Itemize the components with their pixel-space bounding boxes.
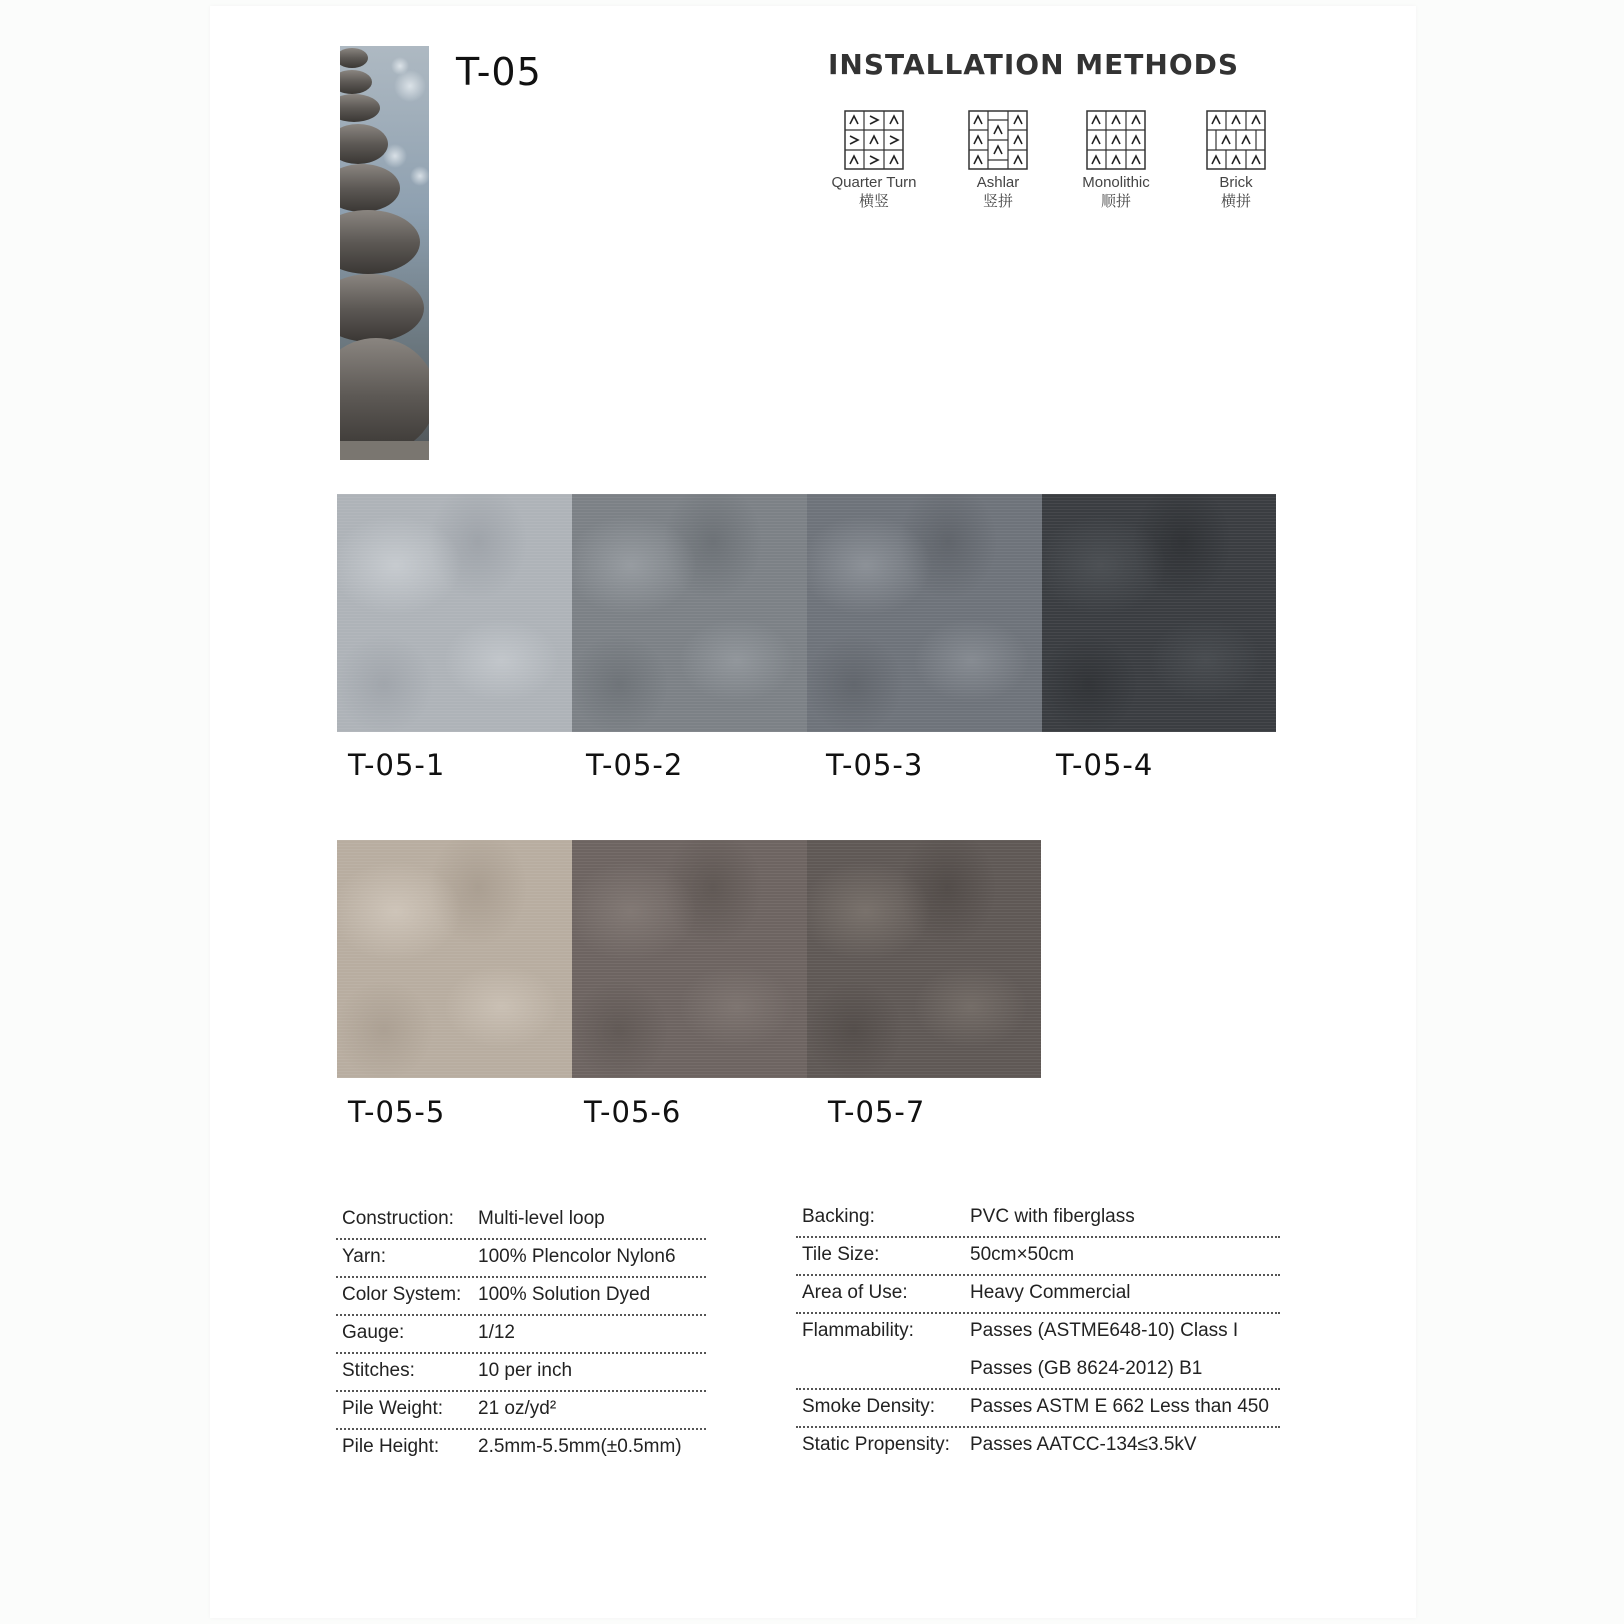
swatch-code-label: T-05-6 xyxy=(584,1095,682,1129)
spec-label: Construction: xyxy=(342,1208,454,1229)
spec-value: 2.5mm-5.5mm(±0.5mm) xyxy=(478,1436,682,1457)
monolithic-grid-icon xyxy=(1086,110,1146,170)
spec-row xyxy=(336,1238,706,1278)
ashlar-grid-icon xyxy=(968,110,1028,170)
specs-right-table xyxy=(796,1198,1280,1468)
method-quarter-turn xyxy=(814,110,934,212)
spec-value: Passes AATCC-134≤3.5kV xyxy=(970,1434,1197,1455)
swatch-code-label: T-05-5 xyxy=(348,1095,446,1129)
spec-row xyxy=(336,1428,706,1466)
method-label-en: Quarter Turn xyxy=(831,174,917,191)
spec-row xyxy=(336,1200,706,1240)
spec-label: Stitches: xyxy=(342,1360,415,1381)
quarter-turn-grid-icon xyxy=(844,110,904,170)
method-label-en: Ashlar xyxy=(976,174,1020,191)
swatch-code-label: T-05-2 xyxy=(586,748,684,782)
method-label-cn: 竖拼 xyxy=(982,193,1013,210)
swatch-code-label: T-05-7 xyxy=(828,1095,926,1129)
spec-row xyxy=(336,1390,706,1430)
swatch-code-label: T-05-4 xyxy=(1056,748,1154,782)
spec-label: Pile Weight: xyxy=(342,1398,444,1419)
swatch-tile xyxy=(572,494,807,732)
spec-value: Heavy Commercial xyxy=(970,1282,1131,1303)
swatch-code-label: T-05-1 xyxy=(348,748,446,782)
method-label-en: Brick xyxy=(1219,174,1253,191)
swatch-tile xyxy=(807,494,1042,732)
stacked-stones-photo xyxy=(340,46,429,460)
spec-value: Multi-level loop xyxy=(478,1208,605,1229)
spec-value: 50cm×50cm xyxy=(970,1244,1075,1265)
swatch-code-label: T-05-3 xyxy=(826,748,924,782)
spec-value: 21 oz/yd² xyxy=(478,1398,557,1419)
spec-row xyxy=(796,1274,1280,1314)
spec-label: Area of Use: xyxy=(802,1282,908,1303)
swatch-tile xyxy=(337,494,572,732)
swatch-tile xyxy=(572,840,807,1078)
method-ashlar xyxy=(938,110,1058,212)
swatch-tile xyxy=(807,840,1041,1078)
spec-label: Tile Size: xyxy=(802,1244,880,1265)
method-label-en: Monolithic xyxy=(1082,174,1150,191)
swatch-tile xyxy=(1042,494,1276,732)
method-monolithic xyxy=(1056,110,1176,212)
spec-label: Yarn: xyxy=(342,1246,387,1267)
specs-left-table xyxy=(336,1200,706,1470)
spec-label: Pile Height: xyxy=(342,1436,440,1457)
spec-value: PVC with fiberglass xyxy=(970,1206,1135,1227)
spec-value: Passes (GB 8624-2012) B1 xyxy=(970,1358,1203,1379)
spec-value: Passes (ASTME648-10) Class I xyxy=(970,1320,1239,1341)
spec-value: 1/12 xyxy=(478,1322,515,1343)
method-label-cn: 顺拼 xyxy=(1100,193,1131,210)
spec-value: 10 per inch xyxy=(478,1360,573,1381)
spec-value: 100% Solution Dyed xyxy=(478,1284,651,1305)
spec-label: Gauge: xyxy=(342,1322,405,1343)
method-label-cn: 横拼 xyxy=(1220,193,1251,210)
spec-label: Backing: xyxy=(802,1206,875,1227)
spec-row xyxy=(796,1426,1280,1464)
spec-row xyxy=(336,1276,706,1316)
spec-row xyxy=(796,1236,1280,1276)
installation-methods-heading: INSTALLATION METHODS xyxy=(828,48,1240,81)
brick-grid-icon xyxy=(1206,110,1266,170)
spec-row xyxy=(336,1352,706,1392)
method-label-cn: 横竖 xyxy=(858,193,889,210)
spec-label: Flammability: xyxy=(802,1320,914,1341)
spec-row xyxy=(796,1312,1280,1350)
spec-row xyxy=(796,1198,1280,1238)
swatch-tile xyxy=(337,840,572,1078)
spec-label: Color System: xyxy=(342,1284,462,1305)
spec-row xyxy=(336,1314,706,1354)
spec-value: 100% Plencolor Nylon6 xyxy=(478,1246,676,1267)
spec-label: Smoke Density: xyxy=(802,1396,936,1417)
method-brick xyxy=(1176,110,1296,212)
spec-row xyxy=(796,1388,1280,1428)
spec-row xyxy=(796,1350,1280,1390)
product-code-title: T-05 xyxy=(456,50,542,94)
spec-label: Static Propensity: xyxy=(802,1434,950,1455)
spec-value: Passes ASTM E 662 Less than 450 xyxy=(970,1396,1269,1417)
